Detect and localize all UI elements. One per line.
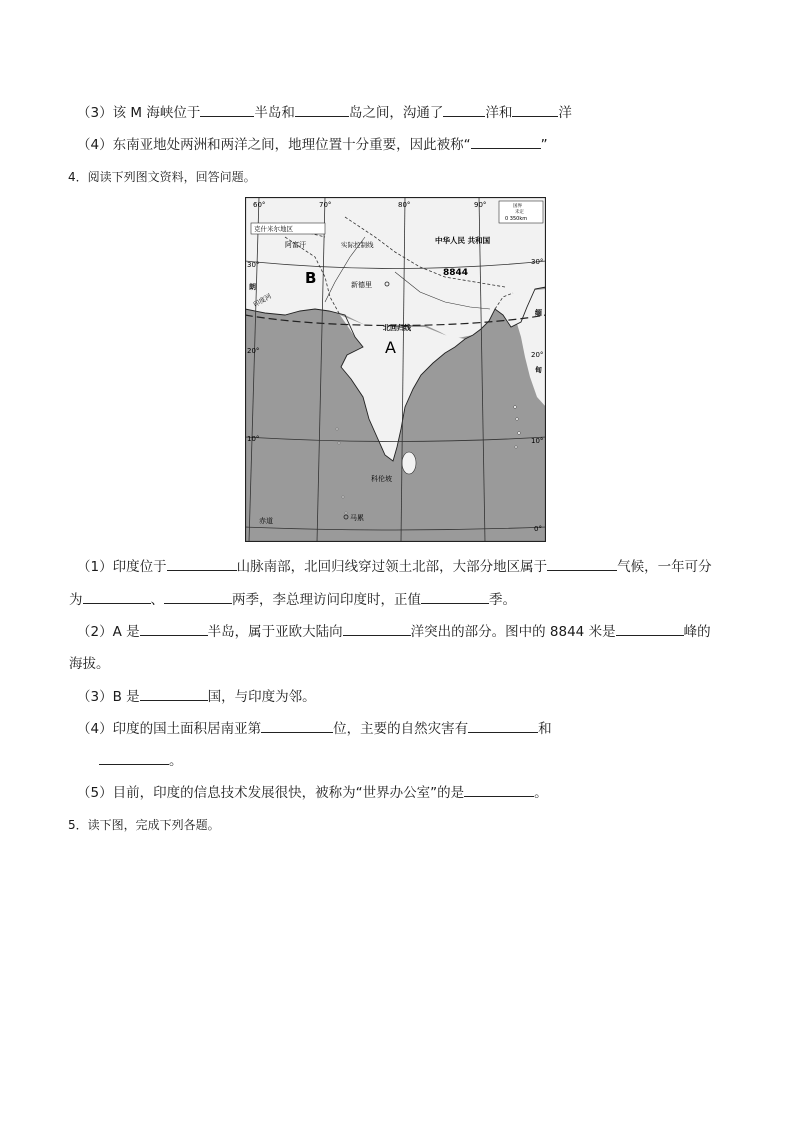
- lat-label: 10°: [247, 435, 260, 443]
- question-4-1b: [69, 589, 516, 610]
- text-segment: （5）目前，印度的信息技术发展很快，被称为“世界办公室”的是: [77, 785, 465, 801]
- lat-label: 30°: [247, 261, 260, 269]
- text-segment: 海拔。: [69, 656, 110, 672]
- map-label: B: [305, 269, 317, 287]
- map-label: 印度河: [252, 292, 273, 309]
- legend-text: 未定: [515, 210, 524, 215]
- map-label: 中华人民 共和国: [435, 236, 491, 245]
- text-segment: （3）该 M 海峡位于: [77, 105, 201, 121]
- map-label: 甸: [535, 366, 542, 374]
- map-label: 赤道: [259, 517, 273, 525]
- map-label: 克什米尔地区: [254, 225, 293, 233]
- answer-blank[interactable]: [99, 750, 169, 765]
- text-segment: 气候，一年可分: [617, 559, 712, 575]
- answer-blank[interactable]: [140, 686, 208, 701]
- text-segment: 。: [534, 785, 548, 801]
- text-segment: （1）印度位于: [77, 559, 167, 575]
- text-segment: 和: [538, 721, 552, 737]
- lat-label-right: 30°: [531, 258, 544, 266]
- map-label: 北回归线: [383, 324, 411, 332]
- text-segment: 峰的: [683, 624, 711, 640]
- question-4-2b: [69, 654, 110, 674]
- question-4-5: [77, 782, 548, 803]
- question-4-2a: [77, 621, 711, 642]
- map-label: 实际控制线: [341, 241, 374, 249]
- map-label: 新德里: [351, 281, 372, 289]
- sri-lanka: [402, 452, 416, 474]
- text-segment: ”: [540, 137, 548, 153]
- answer-blank[interactable]: [140, 621, 208, 636]
- answer-blank[interactable]: [167, 556, 237, 571]
- answer-blank[interactable]: [164, 589, 232, 604]
- text-segment: 位，主要的自然灾害有: [333, 721, 469, 737]
- question-4-3: [77, 686, 316, 707]
- answer-blank[interactable]: [512, 102, 558, 117]
- lon-label: 80°: [398, 201, 411, 209]
- lat-label-right: 20°: [531, 351, 544, 359]
- text-segment: （3）B 是: [77, 689, 140, 705]
- text-segment: 半岛，属于亚欧大陆向: [207, 624, 343, 640]
- map-label: 朗: [249, 283, 256, 291]
- lat-label-right: 10°: [531, 437, 544, 445]
- lat-label: 20°: [247, 347, 260, 355]
- text-segment: （2）A 是: [77, 624, 140, 640]
- map-label: 8844: [443, 268, 469, 278]
- answer-blank[interactable]: [547, 556, 617, 571]
- answer-blank[interactable]: [83, 589, 151, 604]
- text-segment: （4）印度的国土面积居南亚第: [77, 721, 262, 737]
- answer-blank[interactable]: [471, 134, 541, 149]
- map-label: 科伦坡: [371, 475, 392, 483]
- answer-blank[interactable]: [295, 102, 349, 117]
- question-3-4: [77, 134, 548, 155]
- answer-blank[interactable]: [443, 102, 485, 117]
- text-segment: 、: [150, 592, 164, 608]
- text-segment: （4）东南亚地处两洲和两洋之间，地理位置十分重要，因此被称“: [77, 137, 471, 153]
- lat-label-right: 0°: [534, 525, 542, 533]
- answer-blank[interactable]: [616, 621, 684, 636]
- text-segment: 洋: [558, 105, 572, 121]
- lon-label: 60°: [253, 201, 266, 209]
- answer-blank[interactable]: [468, 718, 538, 733]
- text-segment: 岛之间，沟通了: [348, 105, 444, 121]
- text-segment: 。: [169, 753, 183, 769]
- lon-label: 90°: [474, 201, 487, 209]
- question-3-3: [77, 102, 572, 123]
- question-4-4a: [77, 718, 552, 739]
- map-label: A: [385, 338, 396, 357]
- south-asia-map: [245, 197, 546, 542]
- legend-text: 0 350km: [505, 216, 528, 222]
- question-4-4b: [99, 750, 183, 771]
- legend-text: 国界: [513, 204, 522, 209]
- text-segment: 山脉南部，北回归线穿过领土北部，大部分地区属于: [236, 559, 548, 575]
- text-segment: 洋和: [485, 105, 513, 121]
- answer-blank[interactable]: [200, 102, 254, 117]
- answer-blank[interactable]: [464, 782, 534, 797]
- question-4-1a: [77, 556, 712, 577]
- text-segment: 为: [69, 592, 83, 608]
- map-label: 马累: [350, 514, 364, 522]
- text-segment: 洋突出的部分。图中的 8844 米是: [410, 624, 616, 640]
- lon-label: 70°: [319, 201, 332, 209]
- question-5-header: 5．读下图，完成下列各题。: [68, 818, 220, 832]
- map-label: 阿富汗: [285, 241, 306, 249]
- text-segment: 季。: [489, 592, 516, 608]
- text-segment: 两季，李总理访问印度时，正值: [232, 592, 421, 608]
- map-label: 缅: [535, 309, 542, 317]
- text-segment: 国，与印度为邻。: [207, 689, 316, 705]
- answer-blank[interactable]: [343, 621, 411, 636]
- answer-blank[interactable]: [421, 589, 489, 604]
- question-4-header: 4．阅读下列图文资料，回答问题。: [68, 170, 256, 184]
- answer-blank[interactable]: [261, 718, 333, 733]
- text-segment: 半岛和: [254, 105, 295, 121]
